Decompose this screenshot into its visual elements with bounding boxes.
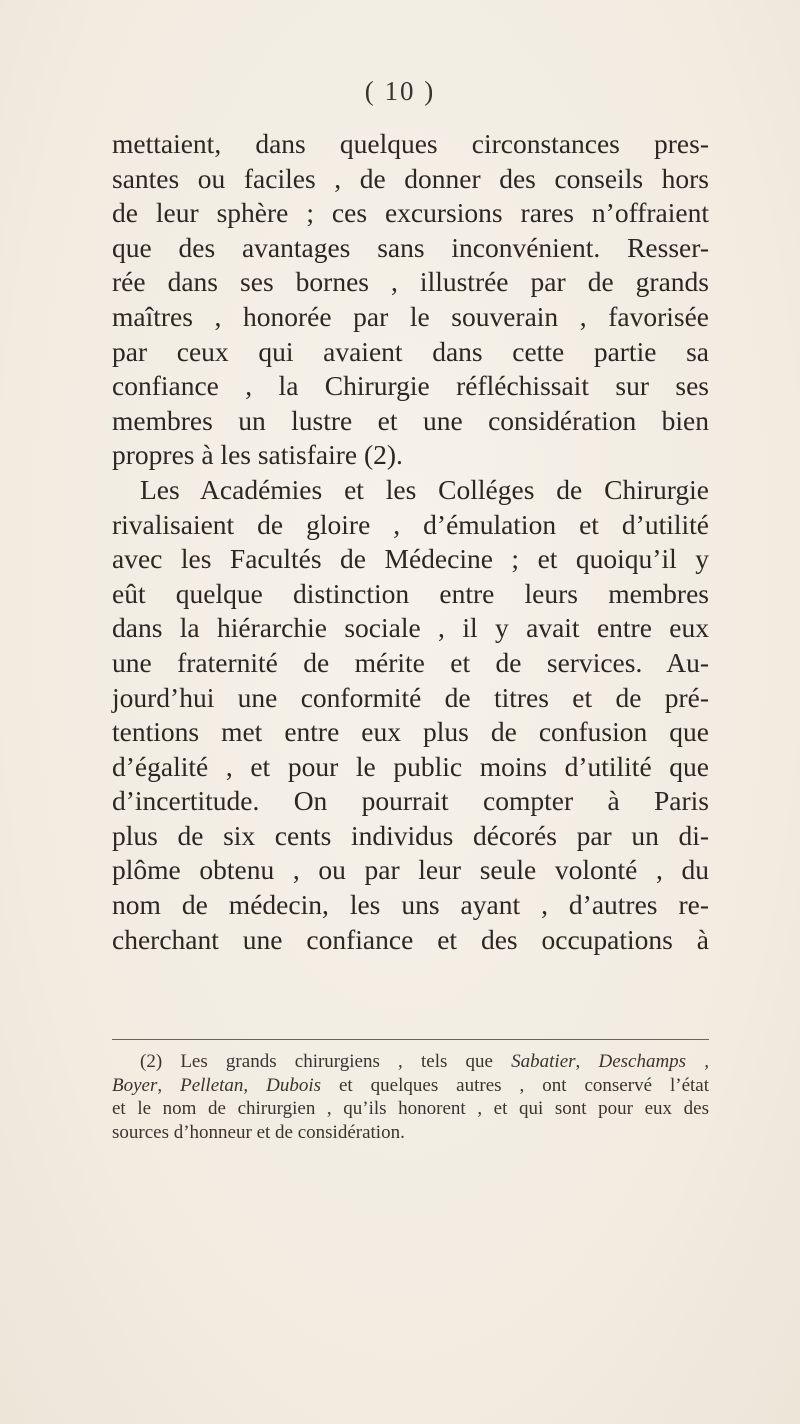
text-line: par ceux qui avaient dans cette partie sa: [112, 335, 709, 367]
text-line: d’égalité , et pour le public moins d’utilité que: [112, 750, 709, 782]
text-line: eût quelque distinction entre leurs membres: [112, 577, 709, 609]
text-line: d’incertitude. On pourrait compter à Paris: [112, 785, 709, 817]
text-line: une fraternité de mérite et de services. Au-: [112, 646, 709, 678]
footnote-name-pelletan: Pelletan: [180, 1074, 244, 1096]
body-text: [112, 127, 709, 957]
text-line: tentions met entre eux plus de confusion que: [112, 716, 709, 748]
text-line: avec les Facultés de Médecine ; et quoiqu’il y: [112, 543, 709, 575]
footnote-line: et le nom de chirurgien , qu’ils honorent , et qui sont pour eux des: [112, 1098, 709, 1120]
text-line: rée dans ses bornes , illustrée par de grands: [112, 266, 709, 298]
text-line: plus de six cents individus décorés par un di-: [112, 819, 709, 851]
text-line: propres à les satisfaire (2).: [112, 439, 403, 471]
footnote-separator-comma: ,: [575, 1051, 581, 1072]
text-line: membres un lustre et une considération bien: [112, 404, 709, 436]
footnote-separator: [112, 1039, 709, 1040]
text-line: rivalisaient de gloire , d’émulation et d’utilité: [112, 508, 709, 540]
footnote: [112, 1050, 709, 1144]
footnote-line: [112, 1074, 709, 1098]
text-line: dans la hiérarchie sociale , il y avait entre eux: [112, 612, 709, 644]
text-line: jourd’hui une conformité de titres et de pré-: [112, 681, 709, 713]
footnote-name-sabatier: Sabatier: [511, 1051, 576, 1072]
text-line: mettaient, dans quelques circonstances pres-: [112, 128, 709, 159]
text-line: nom de médecin, les uns ayant , d’autres re-: [112, 889, 709, 921]
text-line: que des avantages sans inconvénient. Resser-: [112, 231, 709, 263]
text-line: maîtres , honorée par le souverain , favorisée: [112, 300, 709, 332]
footnote-name-dubois: Dubois: [266, 1074, 322, 1096]
text-line: santes ou faciles , de donner des conseils hors: [112, 162, 709, 194]
text-line: Les Académies et les Colléges de Chirurgie: [140, 473, 709, 505]
footnote-text: et quelques autres , ont conservé l’état: [339, 1074, 709, 1096]
footnote-name-boyer: Boyer: [112, 1074, 158, 1096]
footnote-name-deschamps: Deschamps ,: [598, 1051, 709, 1072]
page-number: ( 10 ): [364, 76, 436, 106]
text-line: confiance , la Chirurgie réfléchissait sur ses: [112, 370, 709, 402]
text-line: cherchant une confiance et des occupations à: [112, 923, 709, 955]
text-line: de leur sphère ; ces excursions rares n’offraient: [112, 197, 709, 229]
footnote-separator-comma: ,: [243, 1074, 249, 1096]
footnote-text: (2) Les grands chirurgiens , tels que: [140, 1051, 493, 1072]
footnote-line: [112, 1050, 709, 1074]
text-line: plôme obtenu , ou par leur seule volonté , du: [112, 854, 709, 886]
footnote-separator-comma: ,: [157, 1074, 163, 1096]
footnote-line: sources d’honneur et de considération.: [112, 1121, 405, 1143]
